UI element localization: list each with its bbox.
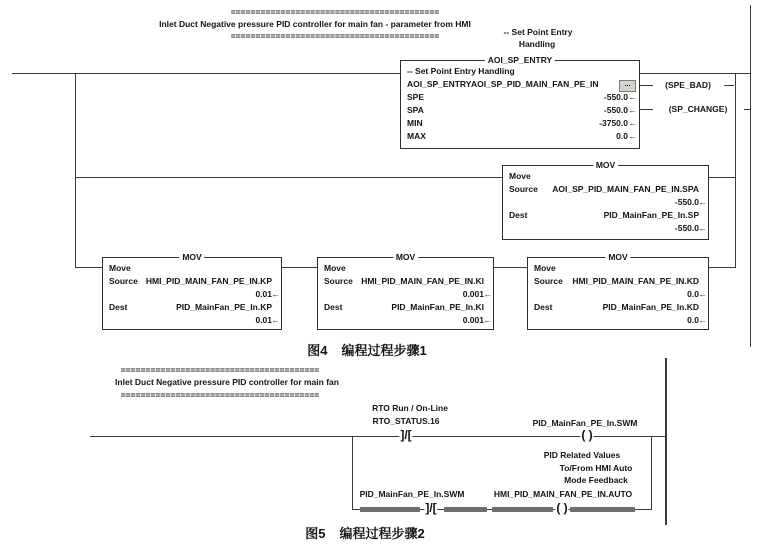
value-pin-arrow-icon: ← (628, 105, 637, 115)
xio-contact-icon[interactable]: ]/[ (400, 428, 412, 442)
mov-source-label: Source (509, 184, 538, 194)
value-pin-arrow-icon: ← (271, 315, 280, 325)
spe-bad-output-coil[interactable]: (SPE_BAD) (665, 80, 711, 90)
value-pin-arrow-icon: ← (628, 118, 637, 128)
energized-wire-segment (444, 507, 487, 512)
mov-block-title: MOV (393, 252, 418, 262)
fig4-comment-divider-bottom: ========================================== (230, 31, 440, 41)
mov-dest-value[interactable]: -550.0 (674, 223, 699, 233)
rto-contact-tag[interactable]: RTO_STATUS.16 (372, 416, 440, 426)
mov-op-label: Move (109, 263, 131, 273)
swm-coil-tag[interactable]: PID_MainFan_PE_In.SWM (532, 418, 638, 428)
fig4-branch-left-wire (75, 73, 76, 268)
fig4-main-rung-wire (12, 73, 751, 74)
mov-source-tag[interactable]: HMI_PID_MAIN_FAN_PE_IN.KI (361, 276, 484, 286)
mov-block-title: MOV (593, 160, 618, 170)
figure5-caption-text: 编程过程步骤2 (339, 526, 425, 541)
mov-block-title: MOV (605, 252, 630, 262)
value-pin-arrow-icon: ← (271, 289, 280, 299)
energized-wire-segment (570, 507, 635, 512)
fig4-rung-comment: Inlet Duct Negative pressure PID controller for main fan - parameter from HMI (159, 19, 471, 29)
energized-wire-segment (360, 507, 420, 512)
mov-source-value[interactable]: 0.01 (255, 289, 272, 299)
aoi-instance-tag[interactable]: AOI_SP_PID_MAIN_FAN_PE_IN (471, 79, 599, 89)
spe-bad-lead-wire (640, 85, 653, 86)
aoi-param-name: MIN (407, 118, 423, 128)
auto-coil-description-line1: PID Related Values (543, 450, 621, 460)
figure5-caption-label: 图5 (305, 526, 326, 541)
aoi-sp-entry-block[interactable] (400, 55, 640, 149)
aoi-block-title: AOI_SP_ENTRY (485, 55, 555, 65)
fig4-right-power-rail (750, 5, 751, 347)
aoi-tag-description-line2: Handling (518, 39, 556, 49)
auto-coil-description-line2: To/From HMI Auto (559, 463, 633, 473)
figure4-caption-text: 编程过程步骤1 (341, 343, 427, 358)
mov-op-label: Move (324, 263, 346, 273)
output-coil-icon[interactable]: ( ) (581, 428, 593, 442)
figure4-caption-label: 图4 (307, 343, 328, 358)
mov-dest-tag[interactable]: PID_MainFan_PE_In.KI (391, 302, 484, 312)
mov-dest-label: Dest (324, 302, 343, 312)
aoi-block-description: -- Set Point Entry Handling (407, 66, 515, 76)
mov-dest-tag[interactable]: PID_MainFan_PE_In.KD (602, 302, 699, 312)
auto-coil-description-line3: Mode Feedback (564, 475, 628, 485)
mov-dest-label: Dest (109, 302, 128, 312)
mov-op-label: Move (534, 263, 556, 273)
value-pin-arrow-icon: ← (698, 197, 707, 207)
value-pin-arrow-icon: ← (698, 289, 707, 299)
sp-change-output-coil[interactable]: (SP_CHANGE) (668, 104, 728, 114)
mov-op-label: Move (509, 171, 531, 181)
xio-contact-icon[interactable]: ]/[ (425, 501, 437, 515)
mov-dest-tag[interactable]: PID_MainFan_PE_In.KP (176, 302, 272, 312)
fig5-branch-left-wire (352, 436, 353, 510)
mov-source-value[interactable]: -550.0 (674, 197, 699, 207)
fig5-rung-comment: Inlet Duct Negative pressure PID controller for main fan (115, 377, 339, 387)
mov-source-tag[interactable]: HMI_PID_MAIN_FAN_PE_IN.KP (145, 276, 272, 286)
aoi-param-name: SPE (407, 92, 425, 102)
tag-browse-button[interactable]: ... (619, 80, 636, 92)
mov-source-label: Source (324, 276, 353, 286)
mov-source-value[interactable]: 0.0 (687, 289, 699, 299)
figure5-caption (305, 526, 424, 541)
mov-dest-tag[interactable]: PID_MainFan_PE_In.SP (603, 210, 699, 220)
figure4-caption (307, 343, 426, 358)
sp-change-tail-wire (744, 109, 751, 110)
energized-wire-segment (492, 507, 553, 512)
value-pin-arrow-icon: ← (628, 92, 637, 102)
spe-bad-tail-wire (724, 85, 734, 86)
aoi-param-value[interactable]: -3750.0 (599, 118, 628, 128)
aoi-param-value[interactable]: -550.0 (603, 92, 628, 102)
mov-block-kp[interactable] (102, 252, 282, 330)
value-pin-arrow-icon: ← (483, 289, 492, 299)
mov-source-label: Source (534, 276, 563, 286)
mov-dest-value[interactable]: 0.01 (255, 315, 272, 325)
fig5-comment-divider-bottom: ======================================== (120, 390, 320, 400)
aoi-param-name: MAX (407, 131, 426, 141)
mov-source-value[interactable]: 0.001 (462, 289, 484, 299)
aoi-param-name: SPA (407, 105, 424, 115)
swm-contact-tag[interactable]: PID_MainFan_PE_In.SWM (359, 489, 465, 499)
mov-source-tag[interactable]: AOI_SP_PID_MAIN_FAN_PE_IN.SPA (552, 184, 699, 194)
fig5-branch-right-wire (651, 436, 652, 510)
mov-dest-value[interactable]: 0.001 (462, 315, 484, 325)
fig4-comment-divider-top: ========================================== (230, 7, 440, 17)
fig5-right-power-rail (665, 358, 667, 525)
auto-coil-tag[interactable]: HMI_PID_MAIN_FAN_PE_IN.AUTO (493, 489, 633, 499)
aoi-param-value[interactable]: -550.0 (603, 105, 628, 115)
mov-source-tag[interactable]: HMI_PID_MAIN_FAN_PE_IN.KD (572, 276, 699, 286)
mov-dest-label: Dest (534, 302, 553, 312)
rto-contact-description: RTO Run / On-Line (372, 403, 448, 413)
mov-dest-label: Dest (509, 210, 528, 220)
fig5-comment-divider-top: ======================================== (120, 365, 320, 375)
output-coil-icon[interactable]: ( ) (556, 501, 568, 515)
sp-change-lead-wire (640, 109, 653, 110)
fig4-branch-right-wire (735, 73, 736, 268)
mov-block-title: MOV (179, 252, 204, 262)
mov-dest-value[interactable]: 0.0 (687, 315, 699, 325)
aoi-instance-label: AOI_SP_ENTRY (407, 79, 472, 89)
value-pin-arrow-icon: ← (698, 315, 707, 325)
aoi-param-value[interactable]: 0.0 (616, 131, 628, 141)
value-pin-arrow-icon: ← (698, 223, 707, 233)
value-pin-arrow-icon: ← (483, 315, 492, 325)
mov-source-label: Source (109, 276, 138, 286)
value-pin-arrow-icon: ← (628, 131, 637, 141)
mov-block-ki[interactable] (317, 252, 494, 330)
mov-block-kd[interactable] (527, 252, 709, 330)
aoi-tag-description-line1: -- Set Point Entry (503, 27, 573, 37)
mov-block-sp[interactable] (502, 160, 709, 240)
